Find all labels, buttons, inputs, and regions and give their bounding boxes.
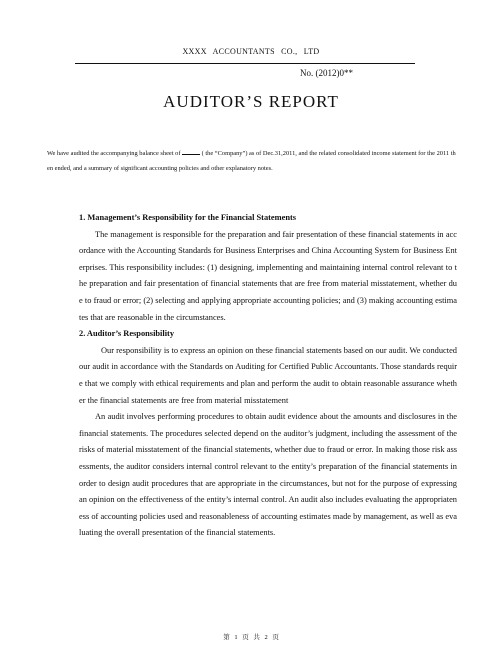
section-paragraph: An audit involves performing procedures to obtain audit evidence about the amounts and disclosures in the financial statements. The procedures selected depend on the auditor’s judgment, including the assessment of the risks of material misstatement of the financial statements, whether due to fraud or error. In making those risk assessments, the auditor considers internal control relevant to the entity’s preparation of the financial statements in order to design audit procedures that are appropriate in the circumstances, but not for the purpose of expressing an opinion on the effectiveness of the entity’s internal control. An audit also includes evaluating the appropriateness of accounting policies used and reasonableness of accounting estimates made by management, as well as evaluating the overall presentation of the financial statements. <box>79 412 457 538</box>
report-body <box>79 210 457 542</box>
intro-paragraph <box>47 147 457 176</box>
section-paragraph: Our responsibility is to express an opinion on these financial statements based on our audit. We conducted our audit in accordance with the Standards on Auditing for Certified Public Accountants. Those standards require that we comply with ethical requirements and plan and perform the audit to obtain reasonable assurance whether the financial statements are free from material misstatement <box>79 345 457 405</box>
header-rule <box>75 63 415 64</box>
section-heading: 2. Auditor’s Responsibility <box>79 329 175 339</box>
section-paragraph: The management is responsible for the preparation and fair presentation of these financial statements in accordance with the Accounting Standards for Business Enterprises and China Accounting System for Business Enterprises. This responsibility includes: (1) designing, implementing and maintaining internal control relevant to the preparation and fair presentation of financial statements that are free from material misstatement, whether due to fraud or error; (2) selecting and applying appropriate accounting policies; and (3) making accounting estimates that are reasonable in the circumstances. <box>79 229 457 322</box>
page-footer: 第 1 页 共 2 页 <box>223 634 279 641</box>
firm-name: XXXX ACCOUNTANTS CO., LTD <box>182 47 320 56</box>
company-name-blank <box>182 148 200 155</box>
intro-text-end: ( the “Company”) as of Dec.31,2011, and the related consolidated income statement for the 2011 then ended, and a summary of significant accounting policies and other explanatory notes. <box>47 150 456 172</box>
reference-number: No. (2012)0** <box>300 68 353 78</box>
intro-text-start: We have audited the accompanying balance sheet of <box>47 150 181 157</box>
section-heading: 1. Management’s Responsibility for the Financial Statements <box>79 213 297 222</box>
report-title: AUDITOR’S REPORT <box>163 92 339 111</box>
